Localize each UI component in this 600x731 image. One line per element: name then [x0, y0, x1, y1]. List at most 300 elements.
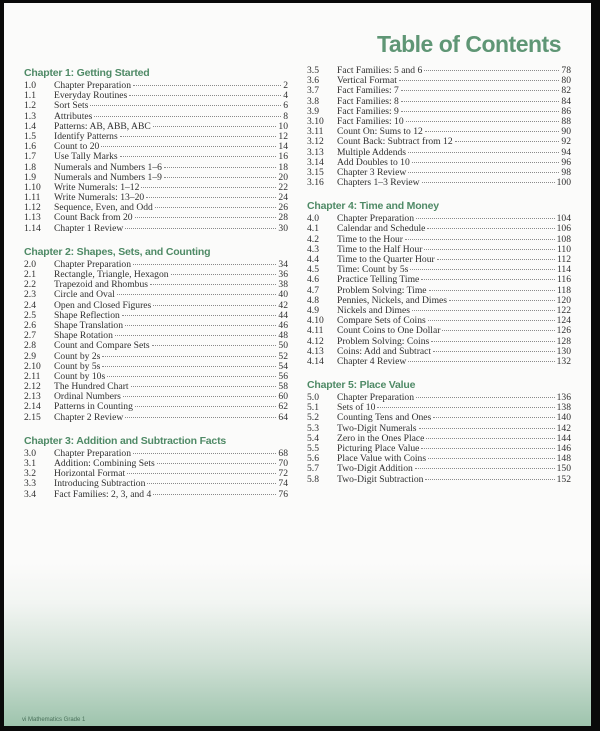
- section-number: 3.5: [307, 65, 319, 76]
- section-title: Count and Compare Sets: [54, 340, 150, 352]
- dot-leader: [449, 300, 555, 301]
- page-number: 136: [556, 392, 571, 404]
- section-number: 2.12: [24, 381, 41, 393]
- page-number: 24: [278, 192, 288, 204]
- toc-entry[interactable]: [307, 357, 571, 367]
- chapter-block: [307, 66, 571, 188]
- page-number: 4: [283, 90, 288, 102]
- page-number: 122: [556, 304, 571, 316]
- section-number: 4.6: [307, 274, 319, 286]
- dot-leader: [421, 279, 555, 280]
- section-number: 1.14: [24, 222, 41, 234]
- section-number: 2.13: [24, 391, 41, 403]
- section-number: 4.4: [307, 254, 319, 265]
- page-number: 148: [556, 453, 571, 465]
- section-number: 4.2: [307, 233, 319, 245]
- section-title: Time to the Quarter Hour: [337, 254, 435, 265]
- dot-leader: [442, 330, 554, 331]
- section-number: 1.4: [24, 120, 36, 132]
- page-number: 34: [278, 258, 288, 270]
- page-number: 40: [278, 289, 288, 301]
- page-number: 68: [278, 447, 288, 459]
- page-number: 52: [278, 350, 288, 362]
- section-number: 3.9: [307, 105, 319, 117]
- section-number: 5.8: [307, 473, 319, 485]
- page-number: 130: [556, 345, 571, 357]
- section-number: 1.10: [24, 181, 41, 193]
- toc-column-left: [24, 67, 288, 512]
- dot-leader: [157, 463, 277, 464]
- section-number: 3.1: [24, 458, 36, 469]
- page-number: 128: [556, 335, 571, 347]
- toc-column-right: [307, 66, 571, 497]
- section-title: Chapter Preparation: [337, 392, 414, 404]
- section-number: 5.6: [307, 453, 319, 465]
- dot-leader: [433, 417, 554, 418]
- dot-leader: [426, 438, 554, 439]
- section-number: 5.4: [307, 432, 319, 444]
- page-number: 110: [556, 243, 571, 255]
- section-number: 2.2: [24, 279, 36, 291]
- section-number: 1.5: [24, 130, 36, 142]
- dot-leader: [135, 406, 277, 407]
- dot-leader: [133, 453, 276, 454]
- section-number: 3.16: [307, 177, 324, 189]
- section-number: 4.10: [307, 315, 324, 327]
- page-number: 78: [561, 65, 571, 76]
- dot-leader: [401, 101, 560, 102]
- section-title: Calendar and Schedule: [337, 223, 426, 235]
- dot-leader: [117, 294, 277, 295]
- page-number: 108: [556, 233, 571, 245]
- section-title: Circle and Oval: [54, 289, 115, 301]
- chapter-title: Chapter 3: Addition and Subtraction Facts: [24, 434, 227, 447]
- page-number: 152: [556, 473, 571, 485]
- dot-leader: [153, 305, 276, 306]
- page-number: 22: [278, 181, 288, 193]
- section-number: 5.1: [307, 402, 319, 414]
- dot-leader: [408, 152, 559, 153]
- dot-leader: [120, 136, 277, 137]
- section-number: 3.14: [307, 156, 324, 168]
- section-title: Count by 10s: [54, 370, 106, 382]
- section-title: Horizontal Format: [54, 468, 126, 480]
- section-number: 4.0: [307, 213, 319, 225]
- section-title: The Hundred Chart: [54, 381, 129, 393]
- page-number: 116: [556, 274, 571, 286]
- section-number: 2.15: [24, 411, 41, 423]
- section-title: Attributes: [54, 110, 93, 122]
- section-number: 3.6: [307, 75, 319, 87]
- page-number: 10: [278, 120, 288, 132]
- section-number: 2.0: [24, 258, 36, 270]
- dot-leader: [427, 228, 554, 229]
- section-title: Shape Reflection: [54, 309, 120, 321]
- section-title: Count On: Sums to 12: [337, 126, 423, 138]
- page-number: 72: [278, 468, 288, 480]
- section-number: 3.8: [307, 95, 319, 107]
- toc-entry[interactable]: [24, 152, 288, 162]
- section-number: 5.0: [307, 392, 319, 404]
- section-title: Chapter 2 Review: [54, 411, 124, 423]
- dot-leader: [455, 141, 560, 142]
- dot-leader: [424, 70, 559, 71]
- toc-entry[interactable]: [24, 224, 288, 234]
- section-title: Counting Tens and Ones: [337, 412, 432, 424]
- dot-leader: [107, 376, 276, 377]
- dot-leader: [133, 264, 276, 265]
- dot-leader: [135, 217, 277, 218]
- chapter-title: Chapter 2: Shapes, Sets, and Counting: [24, 245, 211, 258]
- section-title: Trapezoid and Rhombus: [54, 279, 148, 291]
- dot-leader: [125, 325, 276, 326]
- section-number: 4.8: [307, 294, 319, 306]
- section-title: Zero in the Ones Place: [337, 432, 425, 444]
- dot-leader: [429, 290, 555, 291]
- dot-leader: [129, 95, 281, 96]
- section-title: Count by 2s: [54, 350, 101, 362]
- section-title: Practice Telling Time: [337, 274, 420, 286]
- section-title: Shape Translation: [54, 319, 124, 331]
- dot-leader: [164, 167, 276, 168]
- page-number: 114: [556, 264, 571, 276]
- section-title: Fact Families: 2, 3, and 4: [54, 488, 152, 500]
- dot-leader: [164, 177, 276, 178]
- page-number: 150: [556, 463, 571, 475]
- page-number: 98: [561, 166, 571, 178]
- section-title: Addition: Combining Sets: [54, 458, 155, 469]
- chapter-block: [24, 435, 288, 500]
- section-number: 2.9: [24, 350, 36, 362]
- dot-leader: [408, 361, 554, 362]
- section-title: Two-Digit Numerals: [337, 422, 417, 434]
- page-number: 8: [283, 110, 288, 122]
- page-number: 104: [556, 213, 571, 225]
- section-title: Write Numerals: 13–20: [54, 192, 145, 204]
- section-title: Time: Count by 5s: [337, 264, 409, 276]
- toc-entry[interactable]: [24, 490, 288, 500]
- section-number: 1.1: [24, 90, 36, 102]
- section-title: Time to the Hour: [337, 233, 404, 245]
- section-title: Everyday Routines: [54, 90, 128, 102]
- section-number: 4.5: [307, 264, 319, 276]
- dot-leader: [410, 269, 555, 270]
- dot-leader: [405, 239, 555, 240]
- section-title: Fact Families: 7: [337, 85, 399, 97]
- section-title: Introducing Subtraction: [54, 478, 146, 490]
- dot-leader: [412, 162, 560, 163]
- section-number: 2.5: [24, 309, 36, 321]
- page-number: 94: [561, 146, 571, 158]
- dot-leader: [120, 156, 277, 157]
- section-number: 1.8: [24, 161, 36, 173]
- section-title: Add Doubles to 10: [337, 156, 410, 168]
- page-number: 106: [556, 223, 571, 235]
- dot-leader: [133, 85, 281, 86]
- page-number: 88: [561, 115, 571, 127]
- section-title: Place Value with Coins: [337, 453, 427, 465]
- page-number: 142: [556, 422, 571, 434]
- section-number: 1.7: [24, 151, 36, 163]
- section-title: Coins: Add and Subtract: [337, 345, 432, 357]
- section-title: Count Back: Subtract from 12: [337, 136, 453, 148]
- section-number: 5.3: [307, 422, 319, 434]
- dot-leader: [125, 417, 276, 418]
- dot-leader: [428, 320, 555, 321]
- section-number: 5.7: [307, 463, 319, 475]
- dot-leader: [127, 473, 276, 474]
- dot-leader: [415, 468, 555, 469]
- dot-leader: [437, 259, 555, 260]
- dot-leader: [155, 207, 277, 208]
- page-number: 2: [283, 80, 288, 91]
- dot-leader: [425, 131, 560, 132]
- dot-leader: [428, 458, 555, 459]
- section-title: Time to the Half Hour: [337, 243, 423, 255]
- chapter-block: [24, 246, 288, 423]
- page-number: 60: [278, 391, 288, 403]
- dot-leader: [123, 396, 277, 397]
- section-title: Count to 20: [54, 141, 100, 153]
- page-number: 6: [283, 100, 288, 112]
- section-title: Problem Solving: Time: [337, 284, 427, 296]
- section-title: Use Tally Marks: [54, 151, 118, 163]
- section-number: 5.2: [307, 412, 319, 424]
- section-title: Patterns: AB, ABB, ABC: [54, 120, 151, 132]
- dot-leader: [146, 197, 276, 198]
- section-title: Chapter 3 Review: [337, 166, 407, 178]
- dot-leader: [141, 187, 276, 188]
- page-number: 46: [278, 319, 288, 331]
- section-title: Picturing Place Value: [337, 443, 420, 454]
- page-number: 50: [278, 340, 288, 352]
- page-number: 132: [556, 355, 571, 367]
- dot-leader: [147, 483, 276, 484]
- section-number: 2.3: [24, 289, 36, 301]
- dot-leader: [102, 366, 276, 367]
- page-number: 80: [561, 75, 571, 87]
- section-number: 2.4: [24, 299, 36, 311]
- dot-leader: [125, 228, 276, 229]
- section-title: Ordinal Numbers: [54, 391, 121, 403]
- section-title: Count Coins to One Dollar: [337, 325, 441, 337]
- section-title: Sequence, Even, and Odd: [54, 202, 153, 214]
- page-footer: vi Mathematics Grade 1: [22, 717, 86, 723]
- section-title: Numerals and Numbers 1–9: [54, 171, 162, 183]
- section-title: Chapter Preparation: [337, 213, 414, 225]
- section-number: 2.6: [24, 319, 36, 331]
- dot-leader: [101, 146, 276, 147]
- section-number: 3.13: [307, 146, 324, 158]
- page-number: 86: [561, 105, 571, 117]
- section-number: 3.10: [307, 115, 324, 127]
- dot-leader: [150, 284, 276, 285]
- page-number: 124: [556, 315, 571, 327]
- page-number: 126: [556, 325, 571, 337]
- section-number: 4.1: [307, 223, 319, 235]
- dot-leader: [416, 397, 555, 398]
- section-title: Sets of 10: [337, 402, 376, 414]
- chapter-block: [24, 67, 288, 234]
- section-number: 4.3: [307, 243, 319, 255]
- page-number: 118: [556, 284, 571, 296]
- page-title: Table of Contents: [376, 31, 561, 57]
- section-title: Compare Sets of Coins: [337, 315, 426, 327]
- section-title: Sort Sets: [54, 100, 89, 112]
- section-title: Numerals and Numbers 1–6: [54, 161, 162, 173]
- page-number: 30: [278, 222, 288, 234]
- page-number: 14: [278, 141, 288, 153]
- section-title: Multiple Addends: [337, 146, 407, 158]
- dot-leader: [433, 351, 555, 352]
- section-number: 2.1: [24, 269, 36, 280]
- section-number: 4.9: [307, 304, 319, 316]
- page-number: 112: [556, 254, 571, 265]
- page-number: 28: [278, 212, 288, 224]
- page-number: 76: [278, 488, 288, 500]
- section-number: 4.12: [307, 335, 324, 347]
- section-number: 3.0: [24, 447, 36, 459]
- page-number: 62: [278, 401, 288, 413]
- toc-entry[interactable]: [307, 178, 571, 188]
- page-number: 54: [278, 360, 288, 372]
- page-number: 96: [561, 156, 571, 168]
- section-number: 2.8: [24, 340, 36, 352]
- section-title: Chapter 1 Review: [54, 222, 124, 234]
- chapter-title: Chapter 1: Getting Started: [24, 67, 150, 79]
- section-number: 3.15: [307, 166, 324, 178]
- toc-entry[interactable]: [24, 413, 288, 423]
- dot-leader: [152, 345, 277, 346]
- section-number: 1.0: [24, 80, 36, 91]
- page-number: 74: [278, 478, 288, 490]
- page-number: 38: [278, 279, 288, 291]
- section-title: Count Back from 20: [54, 212, 133, 224]
- dot-leader: [399, 80, 559, 81]
- section-title: Two-Digit Subtraction: [337, 473, 424, 485]
- section-number: 5.5: [307, 443, 319, 454]
- section-title: Fact Families: 10: [337, 115, 404, 127]
- toc-entry[interactable]: [24, 341, 288, 351]
- dot-leader: [401, 111, 560, 112]
- section-title: Shape Rotation: [54, 330, 113, 342]
- dot-leader: [171, 274, 277, 275]
- dot-leader: [425, 479, 554, 480]
- dot-leader: [115, 335, 277, 336]
- section-title: Identify Patterns: [54, 130, 118, 142]
- section-number: 1.3: [24, 110, 36, 122]
- toc-entry[interactable]: [307, 326, 571, 336]
- section-title: Problem Solving: Coins: [337, 335, 430, 347]
- section-title: Patterns in Counting: [54, 401, 133, 413]
- section-title: Fact Families: 8: [337, 95, 399, 107]
- section-number: 1.12: [24, 202, 41, 214]
- page-number: 146: [556, 443, 571, 454]
- section-title: Vertical Format: [337, 75, 397, 87]
- page-number: 64: [278, 411, 288, 423]
- section-title: Rectangle, Triangle, Hexagon: [54, 269, 169, 280]
- dot-leader: [412, 310, 555, 311]
- page-number: 36: [278, 269, 288, 280]
- dot-leader: [431, 341, 554, 342]
- toc-entry[interactable]: [307, 137, 571, 147]
- chapter-title: Chapter 4: Time and Money: [307, 200, 439, 213]
- page-number: 84: [561, 95, 571, 107]
- page-number: 70: [278, 458, 288, 469]
- chapter-block: [307, 379, 571, 485]
- page-number: 144: [556, 432, 571, 444]
- section-number: 4.14: [307, 355, 324, 367]
- dot-leader: [424, 249, 555, 250]
- page-number: 48: [278, 330, 288, 342]
- section-number: 3.2: [24, 468, 36, 480]
- section-number: 2.14: [24, 401, 41, 413]
- section-number: 3.12: [307, 136, 324, 148]
- section-number: 2.7: [24, 330, 36, 342]
- section-number: 2.11: [24, 370, 41, 382]
- section-number: 4.13: [307, 345, 324, 357]
- chapter-block: [307, 200, 571, 367]
- page-number: 56: [278, 370, 288, 382]
- dot-leader: [422, 182, 555, 183]
- toc-entry[interactable]: [307, 475, 571, 485]
- section-title: Chapter 4 Review: [337, 355, 407, 367]
- page-number: 42: [278, 299, 288, 311]
- section-number: 2.10: [24, 360, 41, 372]
- section-title: Chapter Preparation: [54, 258, 131, 270]
- page-number: 82: [561, 85, 571, 97]
- page-number: 140: [556, 412, 571, 424]
- dot-leader: [406, 121, 560, 122]
- page-number: 100: [556, 177, 571, 189]
- page-number: 138: [556, 402, 571, 414]
- page-number: 20: [278, 171, 288, 183]
- section-title: Fact Families: 5 and 6: [337, 65, 423, 76]
- page-number: 90: [561, 126, 571, 138]
- section-number: 1.6: [24, 141, 36, 153]
- section-title: Chapters 1–3 Review: [337, 177, 420, 189]
- page-number: 44: [278, 309, 288, 321]
- dot-leader: [421, 448, 554, 449]
- section-number: 3.7: [307, 85, 319, 97]
- dot-leader: [131, 386, 277, 387]
- dot-leader: [90, 105, 281, 106]
- section-title: Open and Closed Figures: [54, 299, 152, 311]
- section-number: 1.13: [24, 212, 41, 224]
- document-page: [4, 3, 591, 726]
- page-number: 92: [561, 136, 571, 148]
- section-number: 1.2: [24, 100, 36, 112]
- dot-leader: [153, 126, 277, 127]
- section-number: 1.11: [24, 192, 41, 204]
- section-title: Chapter Preparation: [54, 80, 131, 91]
- section-number: 1.9: [24, 171, 36, 183]
- page-number: 12: [278, 130, 288, 142]
- section-title: Nickels and Dimes: [337, 304, 411, 316]
- chapter-title: Chapter 5: Place Value: [307, 379, 416, 392]
- section-title: Two-Digit Addition: [337, 463, 413, 475]
- section-number: 3.3: [24, 478, 36, 490]
- dot-leader: [377, 407, 554, 408]
- dot-leader: [153, 494, 276, 495]
- dot-leader: [94, 116, 281, 117]
- dot-leader: [419, 428, 555, 429]
- dot-leader: [416, 218, 555, 219]
- section-title: Chapter Preparation: [54, 447, 131, 459]
- section-number: 4.7: [307, 284, 319, 296]
- section-title: Write Numerals: 1–12: [54, 181, 140, 193]
- dot-leader: [102, 356, 276, 357]
